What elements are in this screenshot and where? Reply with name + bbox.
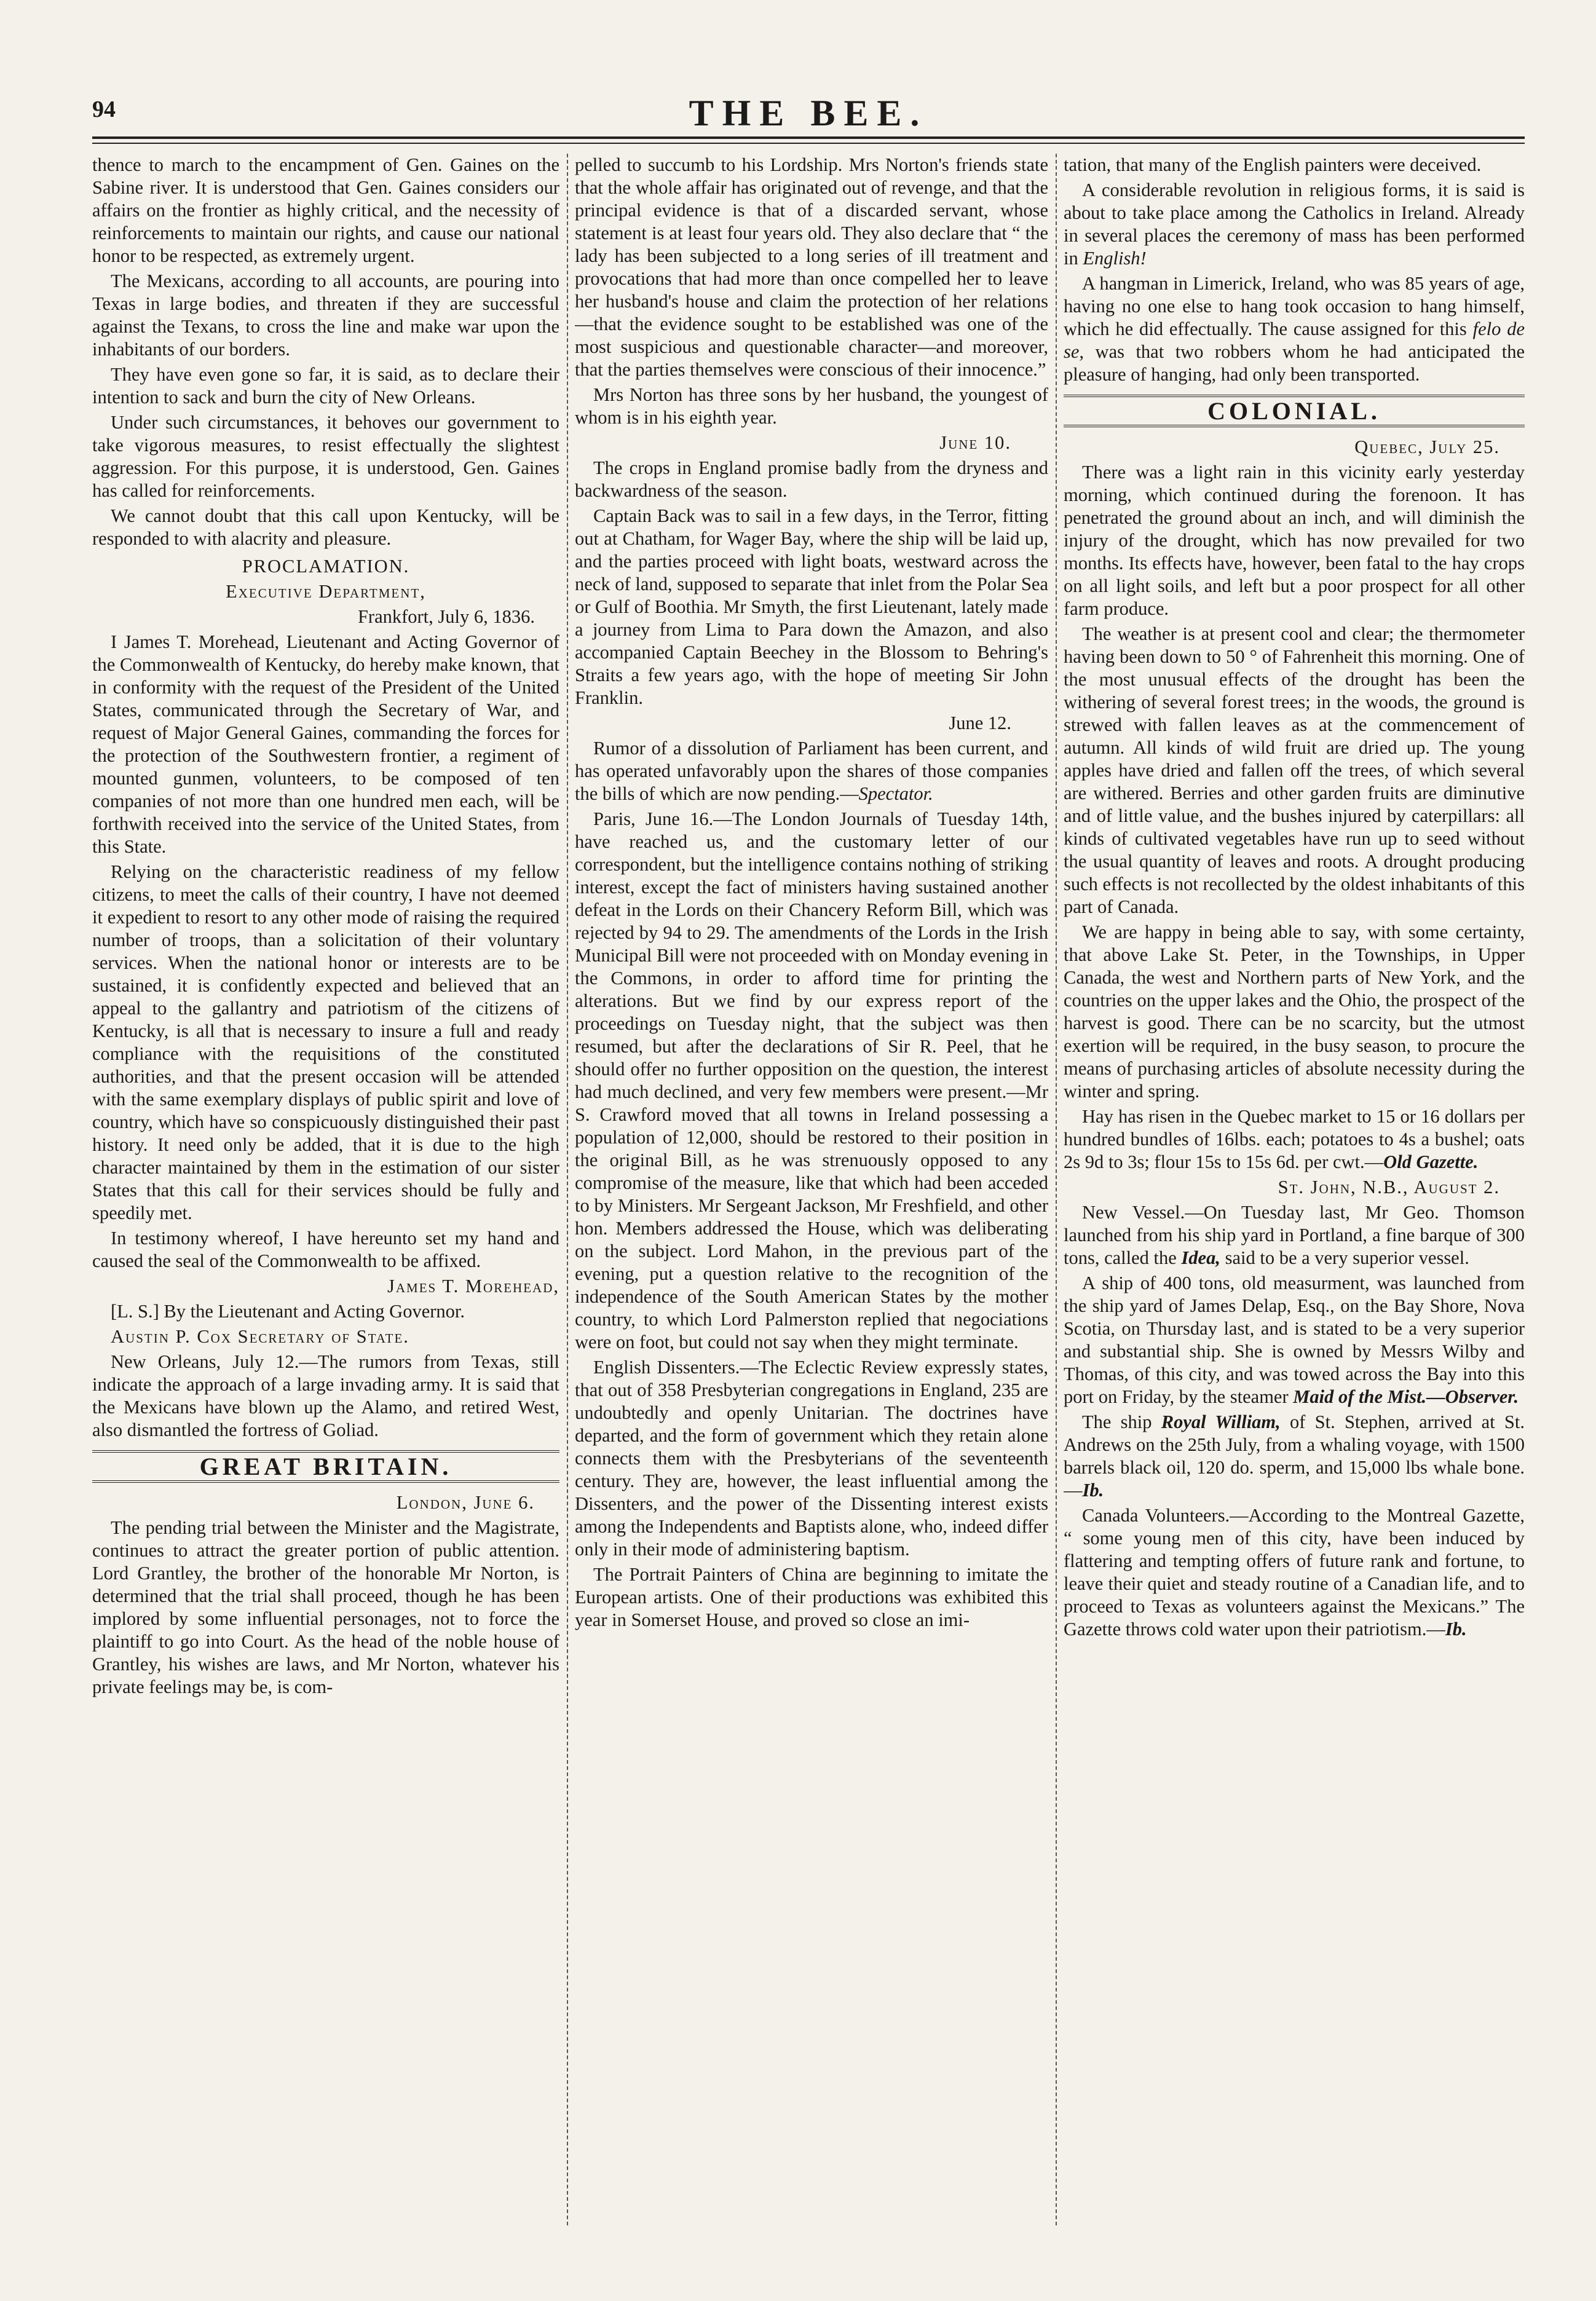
paragraph: Relying on the characteristic readiness of my fellow citizens, to meet the calls of their country, I have not deemed it expedient to resort to any other mode of raising the required number of troops, than a solicitation of their voluntary services. When the national honor or interests are to be sustained, it is confidently expected and believed that an appeal to the gallantry and patriotism of the citizens of Kentucky, is all that is necessary to insure a full and ready compliance with the requisitions of the constituted authorities, and that the present occasion will be attended with the same exemplary displays of public spirit and love of country, which have so conspicuously distinguished their past history. It need only be added, that it is due to the high character maintained by them in the estimation of our sister States that this call for their services should be fully and speedily met. <box>92 861 559 1223</box>
paragraph-text: A considerable revolution in religious forms, it is said is about to take place among the Catholics in Ireland. Already in several places the ceremony of mass has been performed in <box>1064 180 1525 269</box>
column-divider <box>1056 154 1057 2225</box>
paragraph: The crops in England promise badly from the dryness and backwardness of the season. <box>575 457 1048 501</box>
paragraph-text: A ship of 400 tons, old measurment, was launched from the ship yard of James Delap, Esq., on the Bay Shore, Nova Scotia, on Thursday last, and is stated to be a very superior and substantial ship. She is owned by Messrs Wilby and Thomas, of this city, and was towed across the Bay into this port on Friday, by the steamer <box>1064 1273 1525 1407</box>
paragraph: The pending trial between the Minister and the Magistrate, continues to attract the greater portion of public attention. Lord Grantley, the brother of the honorable Mr Norton, is determined that the trial shall proceed, though he has been implored by some influential personages, not to force the plaintiff to go into Court. As the head of the noble house of Grantley, his wishes are laws, and Mr Norton, whatever his private feelings may be, is com- <box>92 1517 559 1697</box>
paragraph: pelled to succumb to his Lordship. Mrs Norton's friends state that the whole affair has originated out of revenge, and that the principal evidence is that of a discarded servant, whose statement is at least four years old. They also declare that “ the lady has been subjected to a long series of ill treatment and provocations that had more than once compelled her to leave her husband's house and claim the protection of her relations—that the evidence sought to be established was one of the most suspicious and questionable character—and moreover, that the parties themselves were conscious of their innocence.” <box>575 154 1048 380</box>
dateline: Quebec, July 25. <box>1354 436 1500 457</box>
paragraph <box>1064 1411 1525 1502</box>
source-credit: Ib. <box>1082 1480 1104 1501</box>
italic-text: Idea, <box>1181 1247 1220 1268</box>
source-credit: Maid of the Mist.—Observer. <box>1293 1386 1519 1407</box>
paragraph: In testimony whereof, I have hereunto set my hand and caused the seal of the Commonwealth to be affixed. <box>92 1228 559 1271</box>
paragraph-text: said to be a very superior vessel. <box>1220 1247 1469 1268</box>
paragraph-text: of St. Stephen, arrived at St. Andrews on the 25th July, from a whaling voyage, with 1500 barrels black oil, 120 do. sperm, and 15,000 lbs whale bone.— <box>1064 1411 1525 1501</box>
department-place: Frankfort, July 6, 1836. <box>357 606 535 627</box>
paragraph: Captain Back was to sail in a few days, in the Terror, fitting out at Chatham, for Wager Bay, where the ship will be laid up, and the parties proceed with light boats, westward across the neck of land, supposed to separate that inlet from the Polar Sea or Gulf of Boothia. Mr Smyth, the first Lieutenant, lately made a journey from Lima to Para down the Amazon, and also accompanied Captain Beechey in the Blossom to Behring's Straits a few years ago, with the hope of meeting Sir John Franklin. <box>575 505 1048 708</box>
paragraph <box>1064 179 1525 270</box>
paragraph: Paris, June 16.—The London Journals of Tuesday 14th, have reached us, and the customary letter of our correspondent, but the intelligence contains nothing of striking interest, except the fact of ministers having sustained another defeat in the Lords on their Chancery Reform Bill, which was rejected by 94 to 29. The amendments of the Lords in the Irish Municipal Bill were not proceeded with on Monday evening in the Commons, in order to afford time for printing the alterations. But we find by our express report of the proceedings on Tuesday night, that the subject was then resumed, but after the declarations of Sir R. Peel, that he should offer no further opposition on the question, the interest had much declined, and very few members were present.—Mr S. Crawford moved that all towns in Ireland possessing a population of 12,000, should be restored to their position in the original Bill, as he was strenuously opposed to any compromise of the measure, like that which had been acceded to by Ministers. Mr Sergeant Jackson, Mr Freshfield, and other hon. Members addressed the House, which was deliberating on the subject. Lord Mahon, in the previous part of the evening, put a question relative to the recognition of the independence of the South American States by the mother country, to which Lord Palmerston replied that negociations were on foot, but could not say when they might terminate. <box>575 808 1048 1352</box>
paragraph: The Mexicans, according to all accounts, are pouring into Texas in large bodies, and threaten if they are successful against the Texans, to cross the line and make war upon the inhabitants of our borders. <box>92 270 559 360</box>
paragraph-text: Hay has risen in the Quebec market to 15 or 16 dollars per hundred bundles of 16lbs. each; potatoes to 4s a bushel; oats 2s 9d to 3s; flour 15s to 15s 6d. per cwt.— <box>1064 1106 1525 1172</box>
paragraph <box>1064 1272 1525 1408</box>
column-1 <box>92 154 559 2225</box>
paragraph: There was a light rain in this vicinity early yesterday morning, which continued during the forenoon. It has penetrated the ground about an inch, and will diminish the injury of the drought, which has now prevailed for two months. Its effects have, however, been fatal to the hay crops on all light soils, and left but a poor prospect for all other farm produce. <box>1064 462 1525 619</box>
paragraph: The Portrait Painters of China are beginning to imitate the European artists. One of their productions was exhibited this year in Somerset House, and proved so close an imi- <box>575 1564 1048 1630</box>
column-2 <box>575 154 1048 2225</box>
signature: James T. Morehead, <box>387 1276 559 1297</box>
paragraph: Mrs Norton has three sons by her husband, the youngest of whom is in his eighth year. <box>575 384 1048 428</box>
source-credit: Ib. <box>1445 1619 1467 1640</box>
proclamation-heading: PROCLAMATION. <box>242 556 410 577</box>
paragraph-text: Rumor of a dissolution of Parliament has been current, and has operated unfavorably upon the shares of those companies the bills of which are now pending.— <box>575 738 1048 804</box>
paragraph: The weather is at present cool and clear; the thermometer having been down to 50 ° of Fahrenheit this morning. One of the most unusual effects of the drought has been the withering of several forest trees; in the woods, the ground is strewed with fallen leaves as at the commencement of autumn. All kinds of wild fruit are dried up. The young apples have dried and fallen off the trees, of which several are withered. Berries and other garden fruits are diminutive and of little value, and the bushes injured by caterpillars: all kinds of cultivated vegetables have run up to seed without the usual quantity of leaves and roots. A drought producing such effects is not recollected by the oldest inhabitants of this part of Canada. <box>1064 623 1525 917</box>
paragraph: New Orleans, July 12.—The rumors from Texas, still indicate the approach of a large invading army. It is said that the Mexicans have blown up the Alamo, and retired West, also dismantled the fortress of Goliad. <box>92 1351 559 1440</box>
paragraph: tation, that many of the English painters were deceived. <box>1064 154 1482 175</box>
paragraph <box>1064 1504 1525 1641</box>
column-divider <box>567 154 568 2225</box>
paragraph: They have even gone so far, it is said, as to declare their intention to sack and burn the city of New Orleans. <box>92 364 559 408</box>
dateline: London, June 6. <box>396 1492 535 1513</box>
source-credit: Old Gazette. <box>1383 1151 1479 1172</box>
paragraph: We cannot doubt that this call upon Kentucky, will be responded to with alacrity and pleasure. <box>92 505 559 549</box>
dateline: June 12. <box>949 712 1011 733</box>
column-3 <box>1064 154 1525 2225</box>
paragraph-text: was that two robbers whom he had anticipated the pleasure of hanging, had only been transported. <box>1064 341 1525 385</box>
dateline: June 10. <box>939 432 1011 453</box>
section-heading-great-britain: GREAT BRITAIN. <box>92 1450 559 1483</box>
paragraph <box>1064 272 1525 386</box>
paragraph-text: Canada Volunteers.—According to the Montreal Gazette, “ some young men of this city, have been induced by flattering and tempting offers of future rank and fortune, to leave their quiet and steady routine of a Canadian life, and to proceed to Texas as volunteers against the Mexicans.” The Gazette throws cold water upon their patriotism.— <box>1064 1505 1525 1640</box>
department-line: Executive Department, <box>226 581 426 602</box>
section-heading-colonial: COLONIAL. <box>1064 395 1525 427</box>
signature-line: [L. S.] By the Lieutenant and Acting Governor. <box>111 1301 465 1322</box>
page-header <box>92 92 1525 135</box>
paragraph: Under such circumstances, it behoves our government to take vigorous measures, to resist effectually the slightest aggression. For this purpose, it is understood, Gen. Gaines has called for reinforcements. <box>92 412 559 501</box>
italic-text: Royal William, <box>1161 1411 1281 1432</box>
italic-text: felo de se, <box>1064 318 1525 362</box>
paragraph-text: The ship <box>1082 1411 1161 1432</box>
paragraph: I James T. Morehead, Lieutenant and Acting Governor of the Commonwealth of Kentucky, do hereby make known, that in conformity with the request of the President of the United States, communicated through the Secretary of War, and request of Major General Gaines, commanding the forces for the protection of the Southwestern frontier, a regiment of mounted gunmen, volunteers, to be composed of ten companies of not more than one hundred men each, will be forthwith received into the service of the United States, from this State. <box>92 631 559 857</box>
paragraph-text: A hangman in Limerick, Ireland, who was 85 years of age, having no one else to hang took occasion to hang himself, which he did effectually. The cause assigned for this <box>1064 273 1525 339</box>
page-number: 94 <box>92 97 116 122</box>
masthead-title: THE BEE. <box>689 93 928 133</box>
paragraph-text: New Vessel.—On Tuesday last, Mr Geo. Thomson launched from his ship yard in Portland, a fine barque of 300 tons, called the <box>1064 1202 1525 1268</box>
dateline: St. John, N.B., August 2. <box>1278 1177 1500 1198</box>
paragraph <box>575 737 1048 805</box>
italic-text: English! <box>1083 248 1147 269</box>
paragraph: thence to march to the encampment of Gen. Gaines on the Sabine river. It is understood that Gen. Gaines considers our affairs on the frontier as highly critical, and the necessity of reinforcements to maintain our rights, and cause our national honor to be respected, as extremely urgent. <box>92 154 559 266</box>
paragraph <box>1064 1105 1525 1174</box>
paragraph <box>1064 1201 1525 1269</box>
paragraph: English Dissenters.—The Eclectic Review expressly states, that out of 358 Presbyterian congregations in England, 235 are undoubtedly and openly Unitarian. The doctrines have departed, and the form of government which they retain alone connects them with the Presbyterians of the seventeenth century. They are, however, the least influential among the Dissenters, and the power of the Dissenting interest exists among the Independents and Baptists alone, who, indeed differ only in their mode of administering baptism. <box>575 1357 1048 1560</box>
header-rule <box>92 136 1525 144</box>
source-credit: Spectator. <box>858 783 933 804</box>
paragraph: We are happy in being able to say, with some certainty, that above Lake St. Peter, in the Townships, in Upper Canada, the west and Northern parts of New York, and the countries on the upper lakes and the Ohio, the prospect of the harvest is good. There can be no scarcity, but the utmost exertion will be required, in the busy season, to procure the means of purchasing articles of absolute necessity during the winter and spring. <box>1064 922 1525 1102</box>
secretary-line: Austin P. Cox Secretary of State. <box>111 1326 409 1347</box>
